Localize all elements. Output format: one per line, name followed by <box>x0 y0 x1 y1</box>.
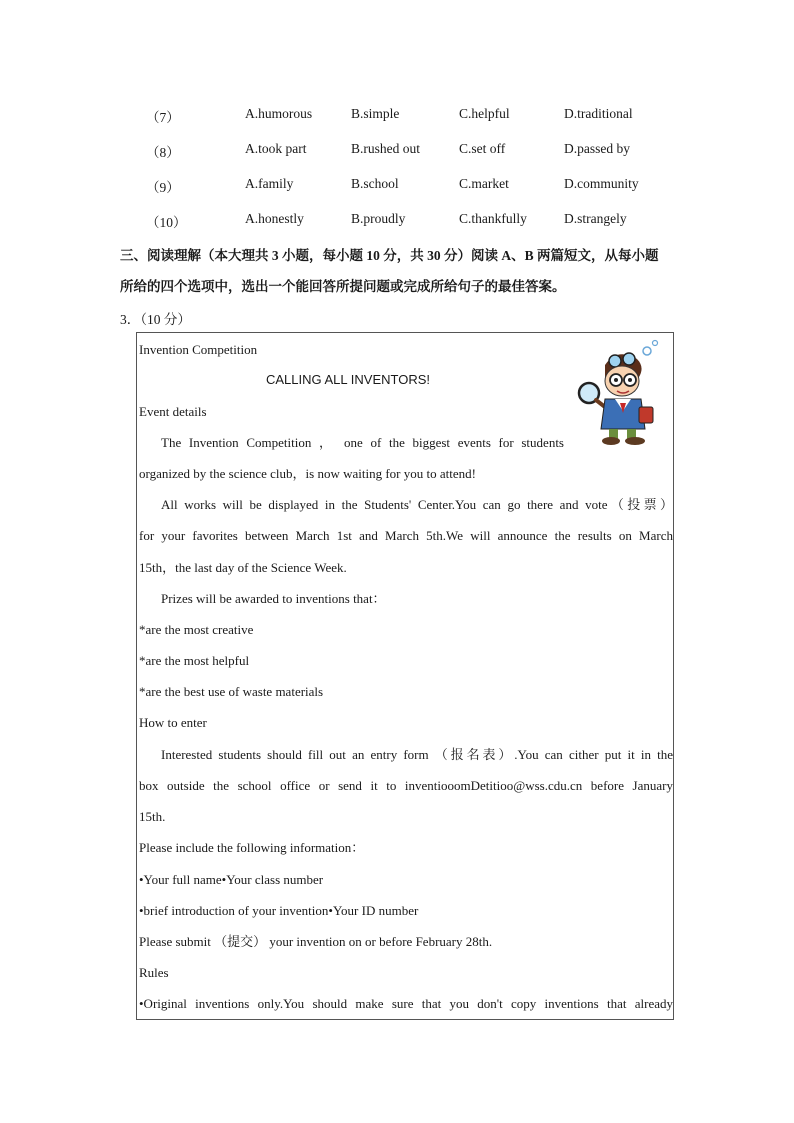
question-number: （8） <box>146 145 180 160</box>
option-a: A.family <box>245 176 294 191</box>
rule-item: •Original inventions only.You should make sure that you don't copy inventions that already <box>139 996 673 1011</box>
option-d: D.strangely <box>564 211 627 226</box>
paragraph-line: 15th. <box>139 809 166 824</box>
section-how-to-enter: How to enter <box>139 715 207 730</box>
info-item: •brief introduction of your invention•Your ID number <box>139 903 419 918</box>
question-number: （7） <box>146 110 180 125</box>
paragraph-line: Interested students should fill out an entry form （报名表）.You can cither put it in the <box>161 747 673 762</box>
option-row <box>0 176 794 196</box>
option-d: D.passed by <box>564 141 630 156</box>
option-row <box>0 106 794 126</box>
option-row <box>0 141 794 161</box>
prizes-intro: Prizes will be awarded to inventions that： <box>161 591 386 606</box>
prize-item: *are the most helpful <box>139 653 250 668</box>
option-d: D.community <box>564 176 639 191</box>
option-b: B.simple <box>351 106 400 121</box>
question-number: （9） <box>146 180 180 195</box>
section-instructions-line-1: 三、阅读理解（本大理共 3 小题，每小题 10 分，共 30 分）阅读 A、B 两篇短文，从每小题 <box>120 248 659 263</box>
option-c: C.thankfully <box>459 211 527 226</box>
option-c: C.helpful <box>459 106 510 121</box>
question-label: 3．（10 分） <box>120 312 191 327</box>
option-row <box>0 211 794 231</box>
option-d: D.traditional <box>564 106 633 121</box>
option-b: B.proudly <box>351 211 406 226</box>
passage-title: Invention Competition <box>139 342 258 357</box>
option-b: B.school <box>351 176 399 191</box>
prize-item: *are the most creative <box>139 622 254 637</box>
option-b: B.rushed out <box>351 141 420 156</box>
prize-item: *are the best use of waste materials <box>139 684 324 699</box>
submit-line: Please submit （提交） your invention on or before February 28th. <box>139 934 493 949</box>
paragraph-line: box outside the school office or send it to inventiooomDetitioo@wss.cdu.cn before January <box>139 778 673 793</box>
info-item: •Your full name•Your class number <box>139 872 324 887</box>
include-intro: Please include the following information： <box>139 840 365 855</box>
passage-box <box>136 332 674 1020</box>
passage-heading: CALLING ALL INVENTORS! <box>265 372 430 387</box>
paragraph-line: organized by the science club，is now waiting for you to attend! <box>139 466 476 481</box>
paragraph-line: The Invention Competition ， one of the biggest events for students <box>161 435 564 450</box>
question-number: （10） <box>146 215 187 230</box>
option-a: A.took part <box>245 141 307 156</box>
paragraph-line: for your favorites between March 1st and March 5th.We will announce the results on March <box>139 528 673 543</box>
paragraph-line: All works will be displayed in the Students' Center.You can go there and vote（投票） <box>161 497 673 512</box>
section-rules: Rules <box>139 965 169 980</box>
section-event-details: Event details <box>139 404 207 419</box>
option-c: C.market <box>459 176 509 191</box>
paragraph-line: 15th，the last day of the Science Week. <box>139 560 347 575</box>
option-c: C.set off <box>459 141 506 156</box>
inventor-cartoon-illustration <box>575 337 665 447</box>
section-instructions-line-2: 所给的四个选项中，选出一个能回答所提问题或完成所给句子的最佳答案。 <box>120 279 566 294</box>
option-a: A.honestly <box>245 211 304 226</box>
option-a: A.humorous <box>245 106 313 121</box>
